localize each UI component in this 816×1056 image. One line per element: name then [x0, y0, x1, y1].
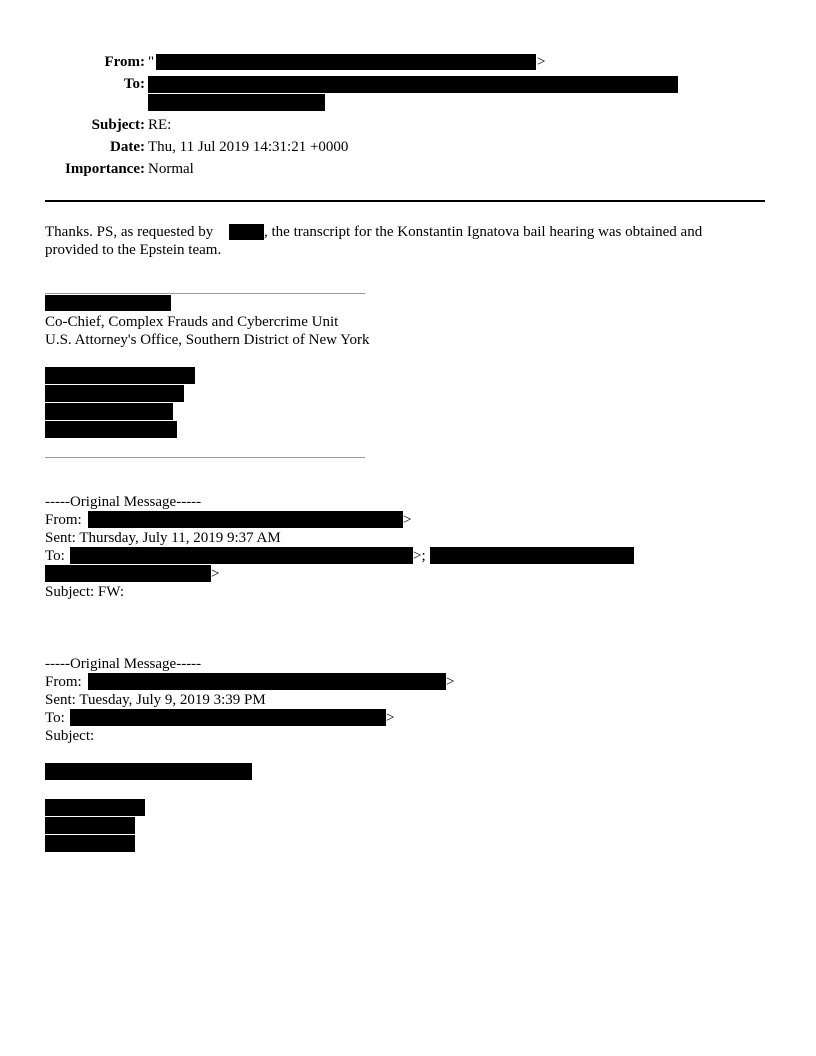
body-text-line2: provided to the Epstein team.	[45, 242, 222, 258]
from-suffix: >	[537, 54, 546, 70]
redaction-block	[45, 565, 211, 582]
header-divider	[45, 200, 765, 202]
redaction-block	[156, 54, 536, 70]
subject-label: Subject:	[91, 117, 145, 133]
redaction-block	[45, 367, 195, 384]
orig1-subject: Subject: FW:	[45, 584, 125, 600]
orig1-to-sep: >;	[413, 548, 426, 564]
redaction-block	[45, 421, 177, 438]
redaction-block	[430, 547, 634, 564]
signature-office: U.S. Attorney's Office, Southern District of New York	[45, 332, 370, 348]
orig1-from-label: From:	[45, 512, 82, 528]
date-label: Date:	[110, 139, 145, 155]
orig2-to-suffix: >	[386, 710, 395, 726]
orig2-from-label: From:	[45, 674, 82, 690]
original-message-divider: -----Original Message-----	[45, 494, 202, 510]
orig1-to-label: To:	[45, 548, 65, 564]
subject-value: RE:	[148, 117, 172, 133]
redaction-block	[45, 835, 135, 852]
orig2-to-label: To:	[45, 710, 65, 726]
from-label: From:	[104, 54, 145, 70]
signature-rule-bottom	[45, 457, 365, 458]
importance-value: Normal	[148, 161, 194, 177]
signature-title: Co-Chief, Complex Frauds and Cybercrime Unit	[45, 314, 339, 330]
date-value: Thu, 11 Jul 2019 14:31:21 +0000	[148, 139, 349, 155]
redaction-block	[45, 295, 171, 311]
importance-label: Importance:	[65, 161, 145, 177]
orig1-sent: Sent: Thursday, July 11, 2019 9:37 AM	[45, 530, 281, 546]
orig1-to-suffix: >	[211, 566, 220, 582]
orig2-from-suffix: >	[446, 674, 455, 690]
redaction-block	[70, 547, 413, 564]
redaction-block	[45, 817, 135, 834]
orig2-subject: Subject:	[45, 728, 95, 744]
body-text-part2: , the transcript for the Konstantin Ignatova bail hearing was obtained and	[264, 224, 703, 240]
redaction-block	[148, 94, 325, 111]
redaction-block	[229, 224, 264, 240]
redaction-block	[148, 76, 678, 93]
redaction-block	[70, 709, 386, 726]
redaction-block	[45, 385, 184, 402]
original-message-divider: -----Original Message-----	[45, 656, 202, 672]
redaction-block	[45, 763, 252, 780]
to-label: To:	[123, 76, 145, 92]
redaction-block	[45, 799, 145, 816]
redaction-block	[45, 403, 173, 420]
redaction-block	[88, 673, 446, 690]
orig2-sent: Sent: Tuesday, July 9, 2019 3:39 PM	[45, 692, 266, 708]
from-prefix: "	[148, 54, 155, 70]
body-text-part1: Thanks. PS, as requested by	[45, 224, 214, 240]
signature-rule-top	[45, 293, 365, 294]
redaction-block	[88, 511, 403, 528]
orig1-from-suffix: >	[403, 512, 412, 528]
